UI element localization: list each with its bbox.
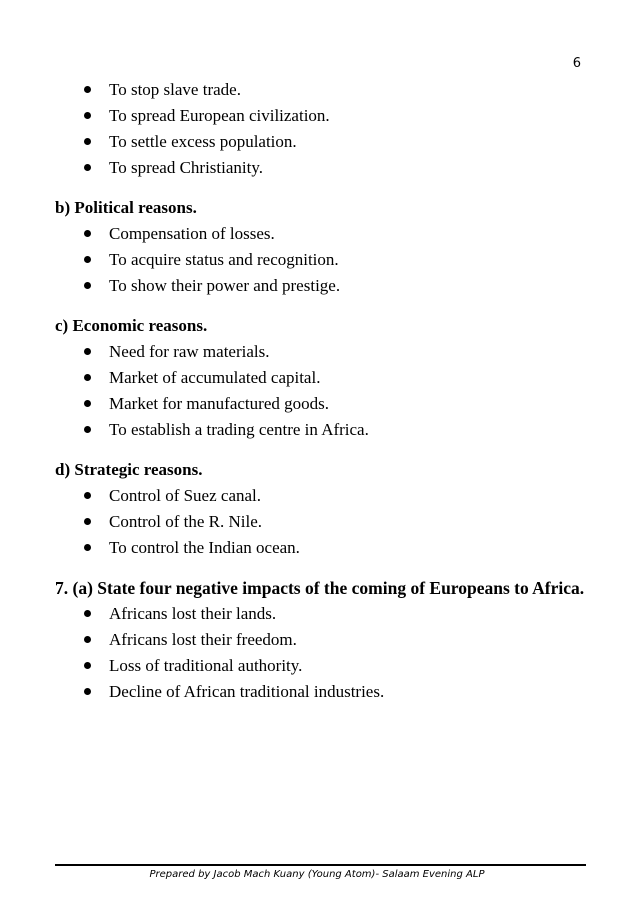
list-item-text: Market of accumulated capital. [109,368,321,387]
bullet-icon [84,518,91,525]
bullet-icon [84,492,91,499]
bullet-icon [84,688,91,695]
list-item-text: To establish a trading centre in Africa. [109,420,369,439]
list-item [55,247,585,273]
footer-divider [55,864,586,866]
footer-text: Prepared by Jacob Mach Kuany (Young Atom)- Salaam Evening ALP [149,869,485,880]
strategic-reasons-list [55,483,585,561]
list-item [55,365,585,391]
list-item-text: Loss of traditional authority. [109,656,303,675]
bullet-icon [84,426,91,433]
list-item-text: To spread European civilization. [109,106,330,125]
list-item [55,391,585,417]
bullet-icon [84,636,91,643]
list-item-text: Africans lost their freedom. [109,630,297,649]
list-item [55,679,585,705]
political-reasons-list [55,221,585,299]
list-item [55,417,585,443]
economic-reasons-heading: c) Economic reasons. [55,316,208,335]
page-number: 6 [572,56,581,71]
list-item [55,155,585,181]
strategic-reasons-heading: d) Strategic reasons. [55,460,203,479]
list-item [55,601,585,627]
bullet-icon [84,610,91,617]
list-item [55,339,585,365]
political-reasons-heading: b) Political reasons. [55,198,197,217]
negative-impacts-list [55,601,585,705]
bullet-icon [84,282,91,289]
list-item-text: To settle excess population. [109,132,297,151]
list-item-text: Need for raw materials. [109,342,270,361]
bullet-icon [84,138,91,145]
list-item-text: Control of the R. Nile. [109,512,262,531]
list-item [55,77,585,103]
list-item-text: To spread Christianity. [109,158,263,177]
list-item-text: To acquire status and recognition. [109,250,339,269]
list-item-text: Compensation of losses. [109,224,275,243]
social-reasons-list [55,77,585,181]
list-item [55,129,585,155]
bullet-icon [84,164,91,171]
list-item-text: Market for manufactured goods. [109,394,329,413]
question-7-heading: 7. (a) State four negative impacts of the coming of Europeans to Africa. [55,578,585,598]
list-item-text: To stop slave trade. [109,80,241,99]
bullet-icon [84,374,91,381]
bullet-icon [84,230,91,237]
economic-reasons-list [55,339,585,443]
footer [0,869,638,880]
list-item-text: Africans lost their lands. [109,604,277,623]
bullet-icon [84,544,91,551]
list-item [55,627,585,653]
bullet-icon [84,86,91,93]
list-item-text: To control the Indian ocean. [109,538,300,557]
list-item-text: To show their power and prestige. [109,276,341,295]
bullet-icon [84,348,91,355]
list-item [55,221,585,247]
list-item [55,653,585,679]
list-item [55,483,585,509]
bullet-icon [84,400,91,407]
document-body [55,77,585,705]
bullet-icon [84,662,91,669]
list-item [55,103,585,129]
list-item-text: Control of Suez canal. [109,486,262,505]
list-item [55,509,585,535]
list-item-text: Decline of African traditional industries. [109,682,385,701]
bullet-icon [84,112,91,119]
list-item [55,273,585,299]
bullet-icon [84,256,91,263]
list-item [55,535,585,561]
